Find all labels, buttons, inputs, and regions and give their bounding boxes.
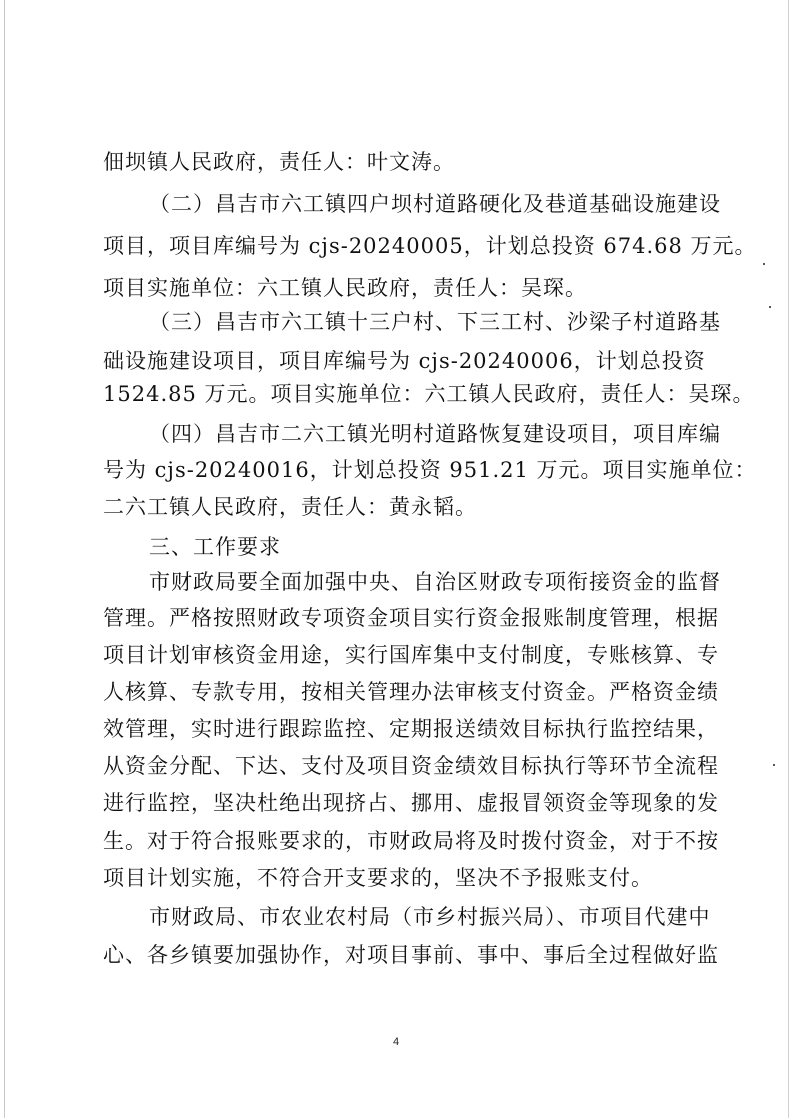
section-heading: 三、工作要求	[149, 535, 281, 559]
text-line: 二六工镇人民政府，责任人：黄永韬。	[103, 495, 477, 519]
text-line: 础设施建设项目，项目库编号为 cjs-20240006，计划总投资	[103, 349, 706, 373]
scan-edge-left	[4, 0, 5, 1118]
text-line: 效管理，实时进行跟踪监控、定期报送绩效目标执行监控结果，	[103, 717, 719, 741]
text-line: 人核算、专款专用，按相关管理办法审核支付资金。严格资金绩	[103, 680, 719, 704]
text-line: 生。对于符合报账要求的，市财政局将及时拨付资金，对于不按	[103, 829, 719, 853]
text-line: 项目计划审核资金用途，实行国库集中支付制度，专账核算、专	[103, 643, 719, 667]
scan-edge-right	[788, 0, 789, 1118]
scan-speck	[773, 764, 775, 766]
text-line: 管理。严格按照财政专项资金项目实行资金报账制度管理，根据	[103, 606, 719, 630]
scan-speck	[763, 263, 765, 265]
text-line: 佃坝镇人民政府，责任人：叶文涛。	[103, 150, 455, 174]
text-line: 市财政局、市农业农村局（市乡村振兴局）、市项目代建中	[149, 905, 711, 929]
text-line: 从资金分配、下达、支付及项目资金绩效目标执行等环节全流程	[103, 754, 719, 778]
text-line: （二）昌吉市六工镇四户坝村道路硬化及巷道基础设施建设	[149, 192, 721, 216]
text-line: 项目实施单位：六工镇人民政府，责任人：吴琛。	[103, 276, 587, 300]
text-line: 进行监控，坚决杜绝出现挤占、挪用、虚报冒领资金等现象的发	[103, 791, 719, 815]
scan-speck	[769, 306, 771, 308]
text-line: 项目，项目库编号为 cjs-20240005，计划总投资 674.68 万元。	[103, 234, 757, 258]
text-line: （四）昌吉市二六工镇光明村道路恢复建设项目，项目库编	[149, 422, 721, 446]
text-line: （三）昌吉市六工镇十三户村、下三工村、沙梁子村道路基	[149, 310, 721, 334]
text-line: 1524.85 万元。项目实施单位：六工镇人民政府，责任人：吴琛。	[103, 382, 755, 406]
text-line: 心、各乡镇要加强协作，对项目事前、事中、事后全过程做好监	[103, 943, 719, 967]
text-line: 市财政局要全面加强中央、自治区财政专项衔接资金的监督	[149, 570, 721, 594]
page-number: 4	[392, 1036, 400, 1048]
text-line: 项目计划实施，不符合开支要求的，坚决不予报账支付。	[103, 866, 653, 890]
text-line: 号为 cjs-20240016，计划总投资 951.21 万元。项目实施单位：	[103, 458, 757, 482]
